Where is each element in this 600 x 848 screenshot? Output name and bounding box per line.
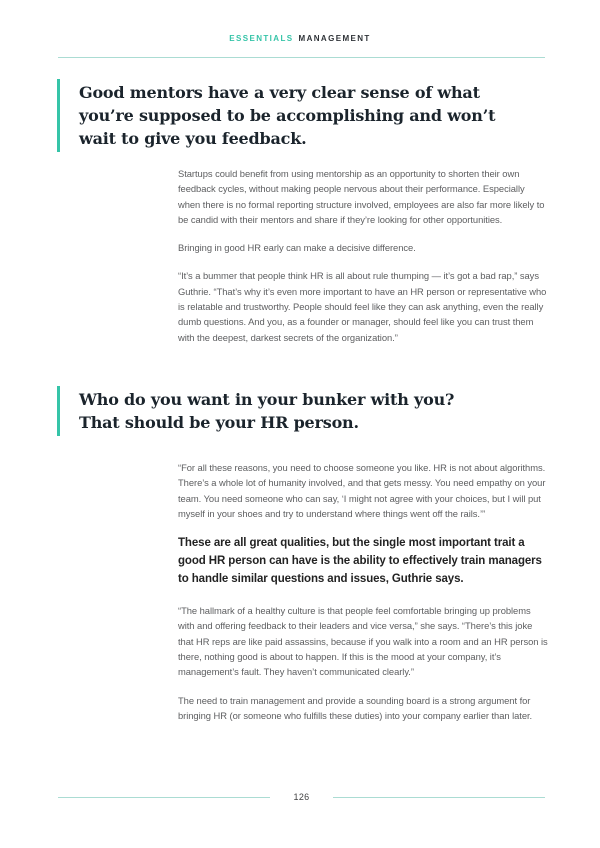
- pull-quote-mentors: [57, 79, 499, 152]
- page-number: 126: [293, 792, 310, 802]
- header-rule: [58, 57, 545, 58]
- body-text-group-1: [178, 166, 548, 358]
- paragraph-bringing-hr-early: Bringing in good HR early can make a decisive difference.: [178, 242, 416, 254]
- series-label: ESSENTIALS: [229, 34, 294, 43]
- pull-quote-mentors-text: Good mentors have a very clear sense of what you’re supposed to be accomplishing and won’t wait to give you feedback.: [79, 83, 496, 148]
- page-header: [0, 34, 600, 43]
- pull-quote-bunker-text: Who do you want in your bunker with you? That should be your HR person.: [79, 390, 455, 432]
- paragraph-healthy-culture-quote: “The hallmark of a healthy culture is that people feel comfortable bringing up problems with and offering feedback to their leaders and vice versa,” she says. “There’s this joke that HR reps are like paid assassins, because if you walk into a room and an HR person is there, nothing good is about to happen. If this is the mood at your company, it’s management’s fault. They haven’t communicated clearly.”: [178, 605, 548, 678]
- footer-rule-right: [333, 797, 545, 798]
- section-label: MANAGEMENT: [298, 34, 371, 43]
- paragraph-choose-someone-you-like: “For all these reasons, you need to choose someone you like. HR is not about algorithms. There’s a whole lot of humanity involved, and that gets messy. You need empathy on your team. You need someone who can say, ‘I might not agree with your choices, but I will put myself in your shoes and try to understand where things went off the rails.’”: [178, 462, 546, 519]
- body-text-group-2: [178, 460, 548, 736]
- paragraph-train-management: The need to train management and provide a sounding board is a strong argument for bringing HR (or someone who fulfills these duties) into your company earlier than later.: [178, 694, 533, 721]
- paragraph-hr-bad-rap-quote: “It’s a bummer that people think HR is all about rule thumping — it’s got a bad rap,” says Guthrie. “That’s why it’s even more important to have an HR person or representative who is relatable and trustworthy. People should feel like they can ask anything, even the really dumb questions. And you, as a founder or manager, should feel like you can trust them with the deepest, darkest secrets of the organization.”: [178, 270, 547, 343]
- footer-rule-left: [58, 797, 270, 798]
- page-footer: [58, 792, 545, 802]
- paragraph-most-important-trait: These are all great qualities, but the single most important trait a good HR person can have is the ability to effectively train managers to handle similar questions and issues, Guthrie says.: [178, 537, 542, 586]
- paragraph-startups-mentorship: Startups could benefit from using mentorship as an opportunity to shorten their own feedback cycles, without making people nervous about their performance. Especially when there is no formal reporting structure involved, employees are also far more likely to be candid with their mentors and share if they’re looking for other opportunities.: [178, 168, 545, 225]
- pull-quote-bunker: [57, 386, 499, 436]
